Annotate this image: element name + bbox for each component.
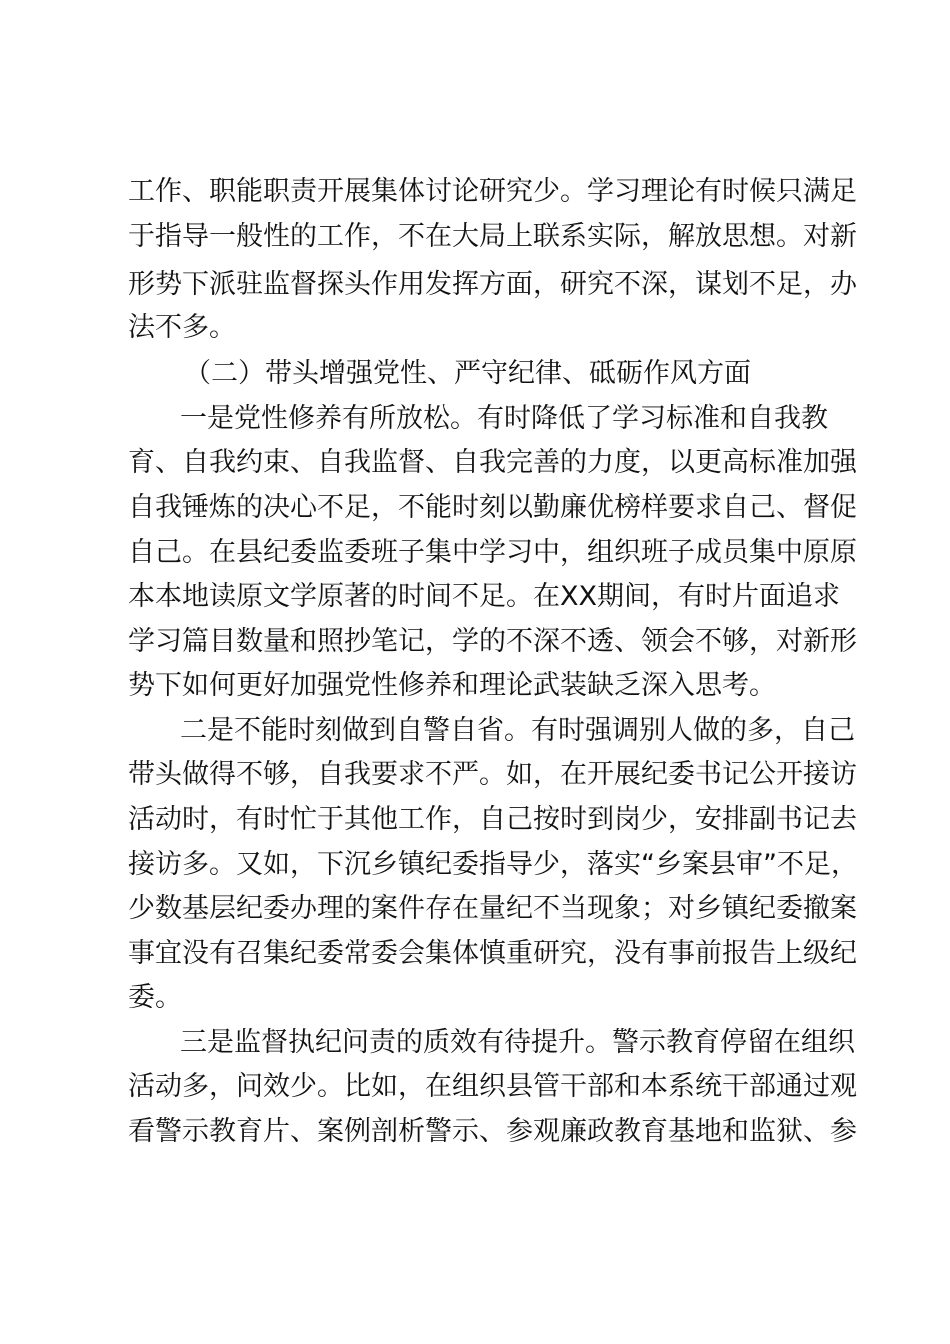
text-line: 于指导一般性的工作，不在大局上联系实际，解放思想。对新 bbox=[128, 221, 857, 252]
paragraph-first-line: 二是不能时刻做到自警自省。有时强调别人做的多，自己 bbox=[180, 715, 855, 746]
text-line: 看警示教育片、案例剖析警示、参观廉政教育基地和监狱、参 bbox=[128, 1116, 857, 1147]
text-line: 法不多。 bbox=[128, 312, 236, 343]
text-line: 本本地读原文学原著的时间不足。在XX期间，有时片面追求 bbox=[128, 581, 840, 612]
text-line: 学习篇目数量和照抄笔记，学的不深不透、领会不够，对新形 bbox=[128, 626, 857, 657]
text-line: 活动时，有时忙于其他工作，自己按时到岗少，安排副书记去 bbox=[128, 804, 857, 835]
paragraph-first-line: 一是党性修养有所放松。有时降低了学习标准和自我教 bbox=[180, 403, 828, 434]
text-line: 势下如何更好加强党性修养和理论武装缺乏深入思考。 bbox=[128, 670, 776, 701]
paragraph-first-line: 三是监督执纪问责的质效有待提升。警示教育停留在组织 bbox=[180, 1027, 855, 1058]
text-line: 事宜没有召集纪委常委会集体慎重研究，没有事前报告上级纪 bbox=[128, 938, 857, 969]
text-line: 接访多。又如，下沉乡镇纪委指导少，落实“乡案县审”不足， bbox=[128, 849, 858, 880]
text-line: 形势下派驻监督探头作用发挥方面，研究不深，谋划不足，办 bbox=[128, 269, 857, 300]
text-line: 自我锤炼的决心不足，不能时刻以勤廉优榜样要求自己、督促 bbox=[128, 492, 857, 523]
text-line: 带头做得不够，自我要求不严。如，在开展纪委书记公开接访 bbox=[128, 759, 857, 790]
text-line: 活动多，问效少。比如，在组织县管干部和本系统干部通过观 bbox=[128, 1071, 857, 1102]
text-line: 自己。在县纪委监委班子集中学习中，组织班子成员集中原原 bbox=[128, 537, 857, 568]
text-line: 少数基层纪委办理的案件存在量纪不当现象；对乡镇纪委撤案 bbox=[128, 893, 857, 924]
text-line: 委。 bbox=[128, 982, 182, 1013]
section-heading: （二）带头增强党性、严守纪律、砥砺作风方面 bbox=[184, 358, 751, 389]
text-line: 工作、职能职责开展集体讨论研究少。学习理论有时候只满足 bbox=[128, 176, 857, 207]
text-line: 育、自我约束、自我监督、自我完善的力度，以更高标准加强 bbox=[128, 447, 857, 478]
